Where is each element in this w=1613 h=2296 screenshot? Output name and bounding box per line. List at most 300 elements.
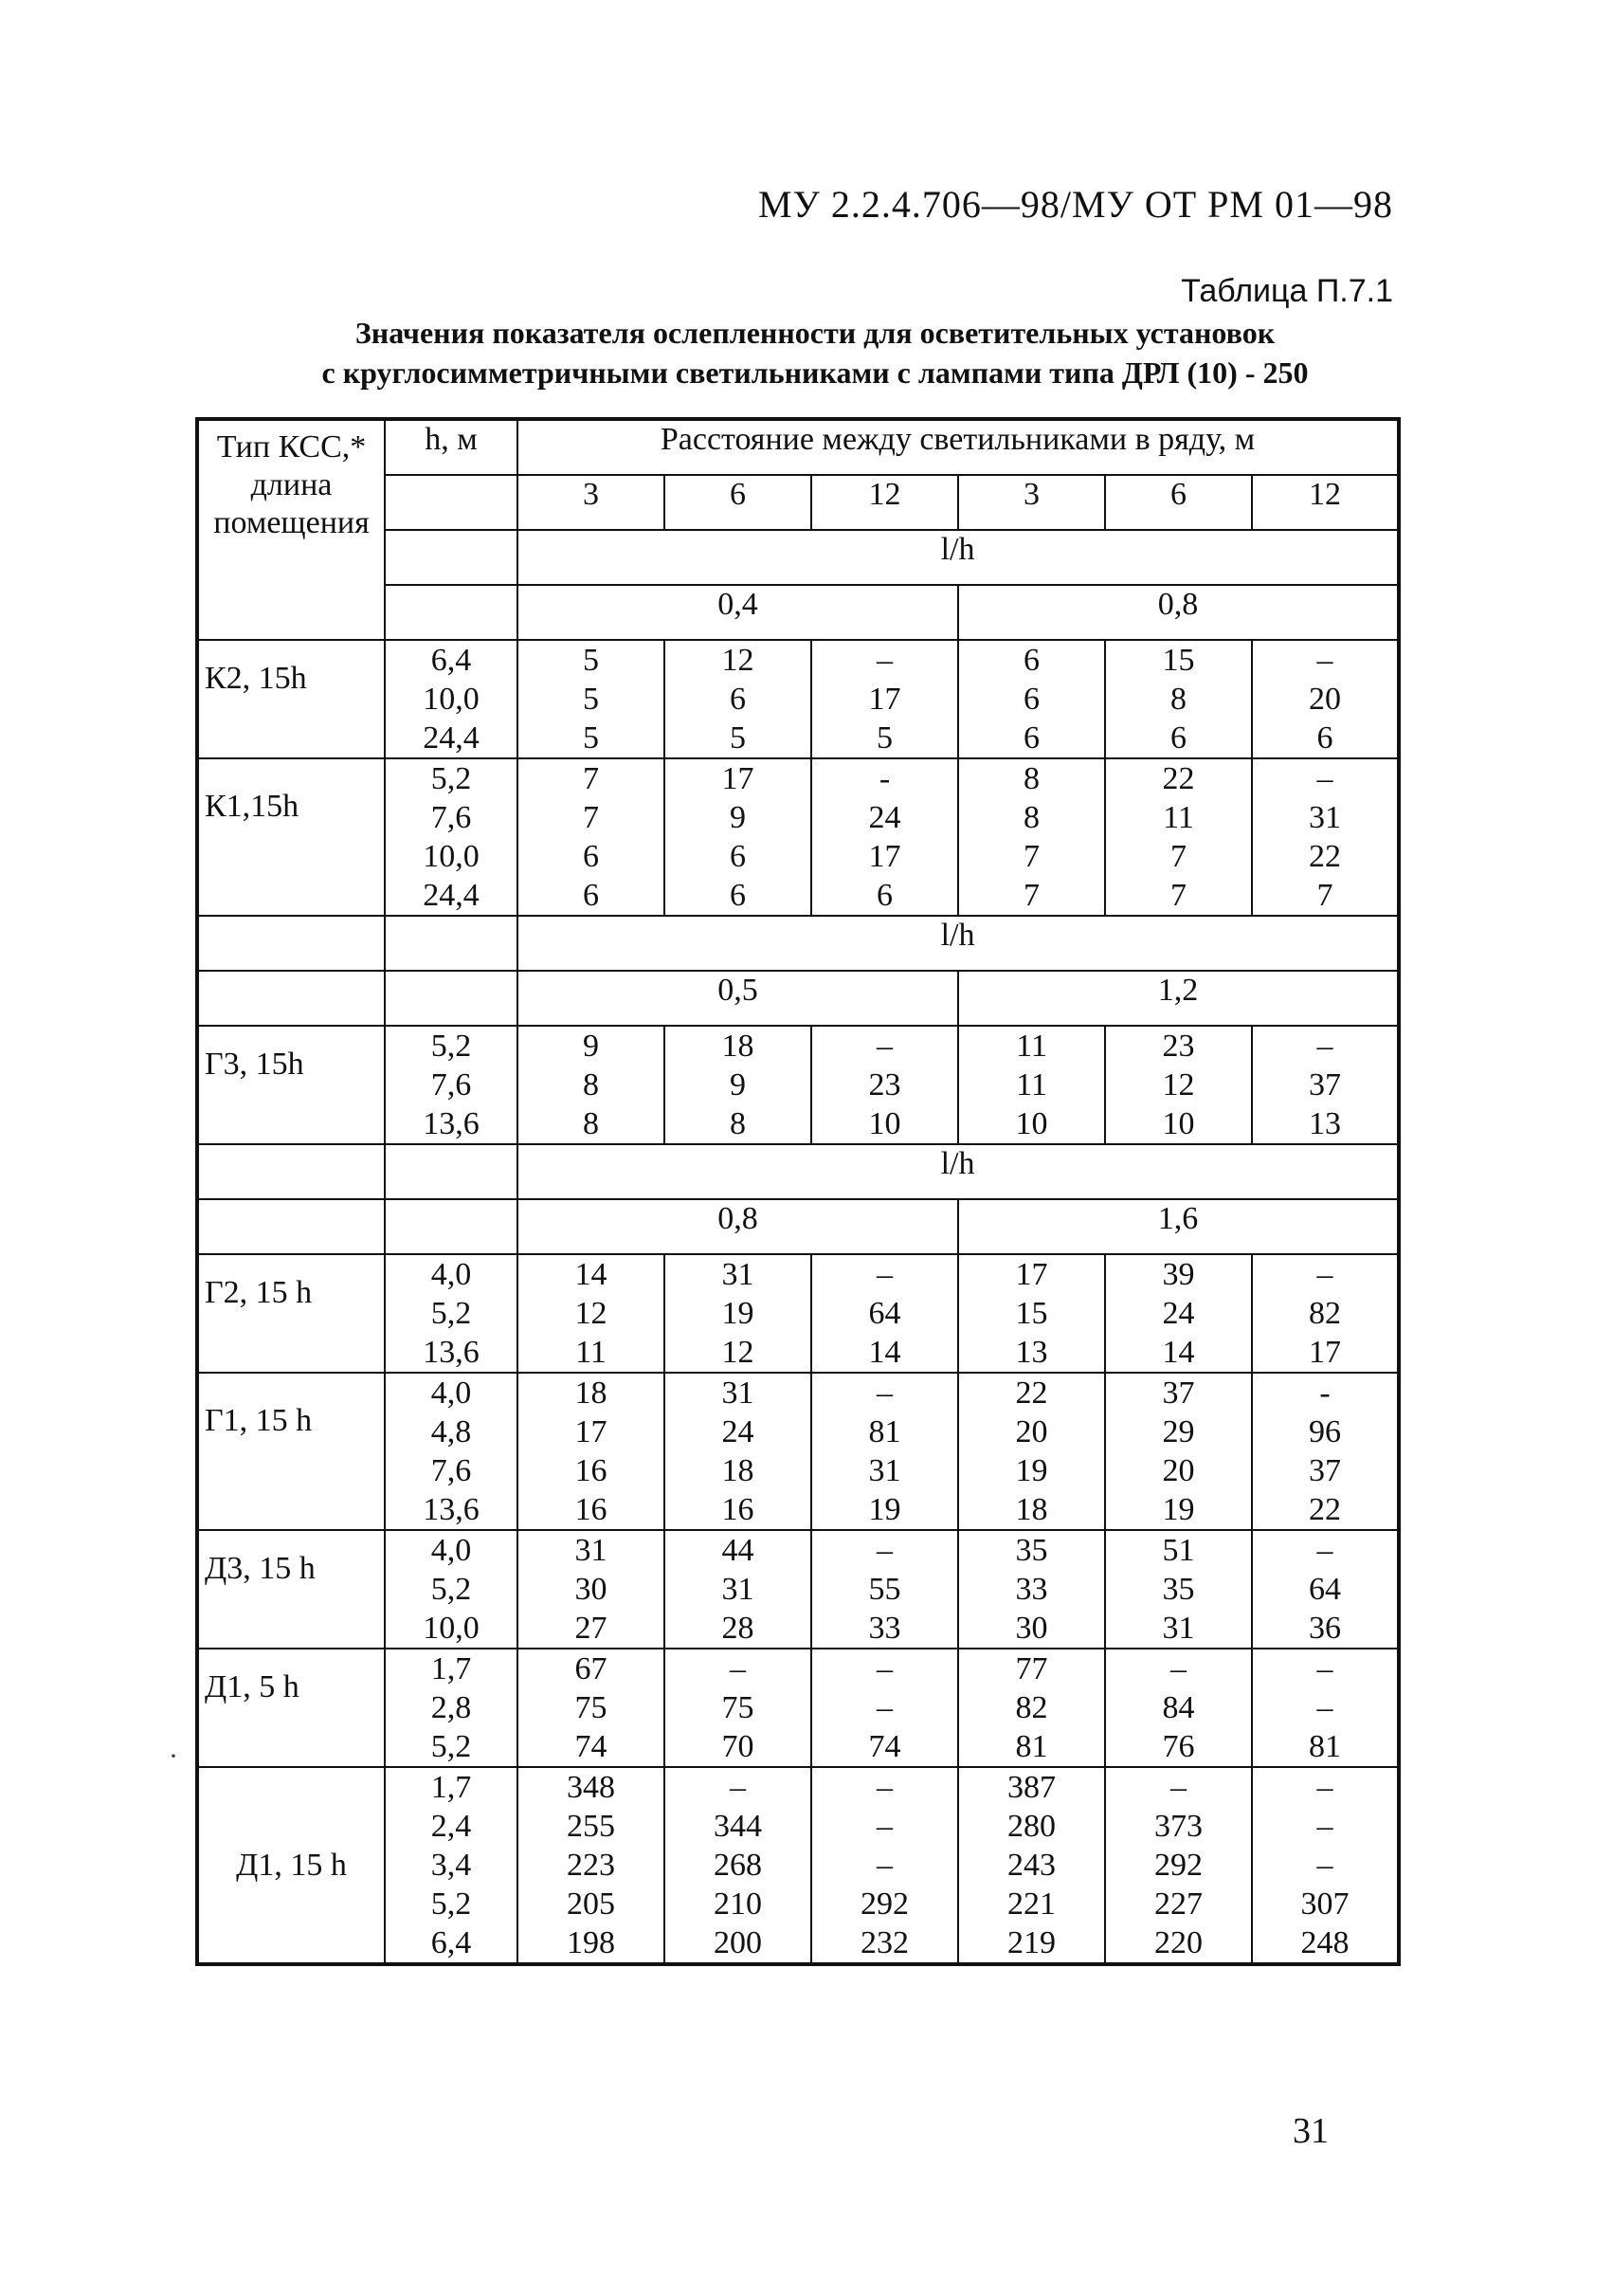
glare-value: – bbox=[877, 1809, 893, 1844]
empty-cell bbox=[385, 971, 517, 1026]
glare-value: 6 bbox=[1316, 720, 1333, 756]
glare-values-cell bbox=[664, 1530, 811, 1649]
data-block-row bbox=[197, 758, 1399, 916]
empty-cell bbox=[385, 1199, 517, 1254]
glare-value: – bbox=[877, 1770, 893, 1805]
glare-value: 8 bbox=[730, 1106, 746, 1141]
height-value: 2,4 bbox=[430, 1809, 472, 1844]
ratio-value-left: 0,5 bbox=[517, 971, 958, 1026]
glare-values-cell bbox=[517, 1373, 664, 1530]
height-value: 10,0 bbox=[423, 839, 480, 874]
height-value: 4,0 bbox=[430, 1257, 472, 1292]
glare-value: 19 bbox=[1162, 1492, 1195, 1527]
glare-value: 210 bbox=[714, 1886, 762, 1922]
glare-value: 82 bbox=[1015, 1690, 1048, 1725]
glare-values-cell bbox=[517, 1254, 664, 1373]
glare-value: 6 bbox=[1024, 643, 1040, 678]
height-value: 13,6 bbox=[423, 1106, 480, 1141]
glare-value: 17 bbox=[574, 1414, 607, 1449]
glare-value: 74 bbox=[868, 1729, 901, 1764]
glare-value: 84 bbox=[1162, 1690, 1195, 1725]
glare-values-cell bbox=[1252, 640, 1399, 758]
data-block-row bbox=[197, 1373, 1399, 1530]
glare-value: 219 bbox=[1007, 1925, 1056, 1960]
ksс-type-cell: К1,15h bbox=[197, 758, 385, 916]
glare-value: 18 bbox=[574, 1376, 607, 1411]
glare-value: 64 bbox=[868, 1296, 901, 1331]
document-code: МУ 2.2.4.706—98/МУ ОТ РМ 01—98 bbox=[757, 183, 1393, 226]
glare-value: – bbox=[730, 1770, 746, 1805]
glare-value: 17 bbox=[868, 839, 901, 874]
glare-value: 39 bbox=[1162, 1257, 1195, 1292]
empty-cell bbox=[385, 475, 517, 530]
glare-value: 31 bbox=[1309, 800, 1342, 835]
glare-value: – bbox=[877, 1029, 893, 1064]
glare-value: 67 bbox=[574, 1651, 607, 1686]
ratio-label-cell: l/h bbox=[517, 916, 1399, 971]
glare-value: 6 bbox=[1024, 720, 1040, 756]
glare-value: 6 bbox=[583, 878, 599, 913]
glare-values-cell bbox=[1252, 1373, 1399, 1530]
page-number: 31 bbox=[1293, 2111, 1329, 2151]
glare-value: 17 bbox=[868, 682, 901, 717]
glare-value: 280 bbox=[1007, 1809, 1056, 1844]
glare-value: 6 bbox=[730, 682, 746, 717]
ratio-values-row bbox=[197, 971, 1399, 1026]
ratio-value-left: 0,4 bbox=[517, 585, 958, 640]
glare-value: 14 bbox=[1162, 1335, 1195, 1370]
glare-value: 16 bbox=[574, 1492, 607, 1527]
glare-value: 11 bbox=[1016, 1029, 1047, 1064]
glare-value: – bbox=[877, 1533, 893, 1568]
glare-value: 31 bbox=[868, 1453, 901, 1488]
glare-value: 22 bbox=[1162, 761, 1195, 796]
height-value: 5,2 bbox=[430, 1886, 472, 1922]
glare-value: 36 bbox=[1309, 1611, 1342, 1646]
glare-value: 221 bbox=[1007, 1886, 1056, 1922]
glare-value: 6 bbox=[1024, 682, 1040, 717]
glare-value: 7 bbox=[1024, 878, 1040, 913]
glare-value: 12 bbox=[574, 1296, 607, 1331]
glare-value: 20 bbox=[1015, 1414, 1048, 1449]
ratio-value-right: 1,6 bbox=[958, 1199, 1399, 1254]
glare-value: 18 bbox=[721, 1453, 754, 1488]
glare-value: 30 bbox=[574, 1572, 607, 1607]
glare-value: 200 bbox=[714, 1925, 762, 1960]
glare-value: 76 bbox=[1162, 1729, 1195, 1764]
glare-value: – bbox=[1316, 1690, 1333, 1725]
glare-value: – bbox=[877, 1848, 893, 1883]
data-block-row bbox=[197, 1767, 1399, 1964]
glare-value: 10 bbox=[1015, 1106, 1048, 1141]
glare-value: 24 bbox=[721, 1414, 754, 1449]
glare-value: 348 bbox=[567, 1770, 615, 1805]
glare-value: 11 bbox=[575, 1335, 607, 1370]
glare-values-cell bbox=[811, 1026, 958, 1144]
height-value: 7,6 bbox=[430, 800, 472, 835]
glare-values-cell bbox=[1105, 640, 1252, 758]
glare-value: 7 bbox=[1024, 839, 1040, 874]
glare-value: – bbox=[1316, 1533, 1333, 1568]
glare-value: 37 bbox=[1309, 1067, 1342, 1102]
glare-value: – bbox=[1316, 1848, 1333, 1883]
glare-values-cell bbox=[958, 1373, 1105, 1530]
glare-value: 292 bbox=[861, 1886, 909, 1922]
glare-values-cell bbox=[811, 1767, 958, 1964]
distance-value: 3 bbox=[517, 475, 664, 530]
glare-value: 227 bbox=[1154, 1886, 1203, 1922]
empty-cell bbox=[385, 1144, 517, 1199]
glare-value: 82 bbox=[1309, 1296, 1342, 1331]
glare-value: 28 bbox=[721, 1611, 754, 1646]
glare-value: 16 bbox=[574, 1453, 607, 1488]
glare-value: 7 bbox=[583, 800, 599, 835]
height-values-cell bbox=[385, 1649, 517, 1767]
glare-value: 7 bbox=[583, 761, 599, 796]
empty-cell bbox=[385, 916, 517, 971]
ratio-value-right: 0,8 bbox=[958, 585, 1399, 640]
glare-values-cell bbox=[1252, 1649, 1399, 1767]
height-values-cell bbox=[385, 1026, 517, 1144]
glare-value: 12 bbox=[1162, 1067, 1195, 1102]
glare-value: 344 bbox=[714, 1809, 762, 1844]
glare-values-cell bbox=[958, 1026, 1105, 1144]
height-value: 6,4 bbox=[430, 643, 472, 678]
height-value: 4,0 bbox=[430, 1376, 472, 1411]
empty-cell bbox=[385, 585, 517, 640]
glare-value: 31 bbox=[721, 1257, 754, 1292]
glare-value: – bbox=[1170, 1651, 1187, 1686]
glare-value: 387 bbox=[1007, 1770, 1056, 1805]
empty-cell bbox=[197, 1144, 385, 1199]
glare-value: 8 bbox=[1024, 800, 1040, 835]
glare-value: 81 bbox=[1309, 1729, 1342, 1764]
glare-value: 77 bbox=[1015, 1651, 1048, 1686]
glare-value: 37 bbox=[1309, 1453, 1342, 1488]
glare-value: 31 bbox=[1162, 1611, 1195, 1646]
height-values-cell bbox=[385, 1767, 517, 1964]
data-block-row bbox=[197, 1649, 1399, 1767]
height-value: 1,7 bbox=[430, 1770, 472, 1805]
height-value: 6,4 bbox=[430, 1925, 472, 1960]
height-value: 5,2 bbox=[430, 761, 472, 796]
height-value: 24,4 bbox=[423, 878, 480, 913]
type-header-line-2: длина bbox=[250, 467, 333, 502]
glare-value: 292 bbox=[1154, 1848, 1203, 1883]
glare-values-cell bbox=[517, 1767, 664, 1964]
glare-value: 19 bbox=[868, 1492, 901, 1527]
glare-value: 6 bbox=[877, 878, 893, 913]
glare-value: 7 bbox=[1316, 878, 1333, 913]
table-caption-line-1: Значения показателя ослепленности для осветительных установок bbox=[354, 316, 1276, 350]
glare-value: 23 bbox=[868, 1067, 901, 1102]
glare-value: 22 bbox=[1309, 839, 1342, 874]
glare-value: – bbox=[877, 1257, 893, 1292]
glare-value: 18 bbox=[721, 1029, 754, 1064]
glare-value: 18 bbox=[1015, 1492, 1048, 1527]
glare-value: 19 bbox=[721, 1296, 754, 1331]
glare-values-cell bbox=[517, 1026, 664, 1144]
glare-value: 24 bbox=[1162, 1296, 1195, 1331]
glare-value: 9 bbox=[583, 1029, 599, 1064]
ksс-type-cell: К2, 15h bbox=[197, 640, 385, 758]
glare-values-cell bbox=[1252, 1026, 1399, 1144]
height-value: 7,6 bbox=[430, 1067, 472, 1102]
glare-value: 75 bbox=[721, 1690, 754, 1725]
glare-value: 15 bbox=[1015, 1296, 1048, 1331]
glare-values-cell bbox=[1105, 1254, 1252, 1373]
height-value: 4,8 bbox=[430, 1414, 472, 1449]
glare-value: 31 bbox=[721, 1376, 754, 1411]
glare-values-cell bbox=[958, 640, 1105, 758]
glare-values-cell bbox=[517, 640, 664, 758]
glare-value: 16 bbox=[721, 1492, 754, 1527]
glare-value: - bbox=[879, 761, 891, 796]
glare-values-cell bbox=[664, 1026, 811, 1144]
glare-values-cell bbox=[664, 640, 811, 758]
distance-value: 12 bbox=[1252, 475, 1399, 530]
glare-value: 15 bbox=[1162, 643, 1195, 678]
height-values-cell bbox=[385, 1373, 517, 1530]
glare-values-cell bbox=[1252, 1530, 1399, 1649]
glare-value: 9 bbox=[730, 1067, 746, 1102]
glare-values-cell bbox=[664, 1373, 811, 1530]
glare-value: 8 bbox=[1024, 761, 1040, 796]
glare-value: 220 bbox=[1154, 1925, 1203, 1960]
height-value: 10,0 bbox=[423, 1611, 480, 1646]
glare-value: 12 bbox=[721, 1335, 754, 1370]
glare-value: 198 bbox=[567, 1925, 615, 1960]
empty-cell bbox=[197, 1199, 385, 1254]
glare-value: – bbox=[1316, 761, 1333, 796]
height-value: 5,2 bbox=[430, 1296, 472, 1331]
ksс-type-cell: Д3, 15 h bbox=[197, 1530, 385, 1649]
height-values-cell bbox=[385, 758, 517, 916]
glare-value: 11 bbox=[1163, 800, 1194, 835]
distance-header-cell: Расстояние между светильниками в ряду, м bbox=[517, 419, 1399, 475]
glare-values-cell bbox=[811, 1373, 958, 1530]
glare-values-cell bbox=[1105, 1026, 1252, 1144]
glare-value: 205 bbox=[567, 1886, 615, 1922]
glare-index-table bbox=[195, 417, 1401, 1966]
glare-value: 8 bbox=[583, 1106, 599, 1141]
ratio-values-row bbox=[197, 1199, 1399, 1254]
glare-value: 5 bbox=[583, 682, 599, 717]
glare-value: 8 bbox=[1170, 682, 1187, 717]
ratio-value-left: 0,8 bbox=[517, 1199, 958, 1254]
glare-values-cell bbox=[664, 1767, 811, 1964]
glare-value: 27 bbox=[574, 1611, 607, 1646]
glare-value: 81 bbox=[868, 1414, 901, 1449]
glare-value: – bbox=[1170, 1770, 1187, 1805]
glare-values-cell bbox=[517, 758, 664, 916]
scan-speck: · bbox=[169, 1740, 178, 1772]
ksс-type-cell: Г1, 15 h bbox=[197, 1373, 385, 1530]
glare-value: 31 bbox=[574, 1533, 607, 1568]
glare-value: 23 bbox=[1162, 1029, 1195, 1064]
ksс-type-cell: Г2, 15 h bbox=[197, 1254, 385, 1373]
glare-value: 248 bbox=[1300, 1925, 1350, 1960]
height-value: 10,0 bbox=[423, 682, 480, 717]
glare-value: – bbox=[877, 1376, 893, 1411]
glare-value: 232 bbox=[861, 1925, 909, 1960]
table-number: Таблица П.7.1 bbox=[1181, 273, 1393, 309]
glare-values-cell bbox=[517, 1530, 664, 1649]
glare-value: 6 bbox=[583, 839, 599, 874]
data-block-row bbox=[197, 1026, 1399, 1144]
height-values-cell bbox=[385, 1530, 517, 1649]
glare-value: 30 bbox=[1015, 1611, 1048, 1646]
glare-value: 81 bbox=[1015, 1729, 1048, 1764]
data-block-row bbox=[197, 1530, 1399, 1649]
glare-value: 33 bbox=[1015, 1572, 1048, 1607]
glare-value: 96 bbox=[1309, 1414, 1342, 1449]
glare-values-cell bbox=[1105, 1530, 1252, 1649]
glare-value: 70 bbox=[721, 1729, 754, 1764]
glare-value: – bbox=[1316, 1651, 1333, 1686]
ratio-label-row bbox=[197, 916, 1399, 971]
glare-value: 20 bbox=[1162, 1453, 1195, 1488]
glare-value: 13 bbox=[1015, 1335, 1048, 1370]
glare-value: 7 bbox=[1170, 878, 1187, 913]
glare-values-cell bbox=[811, 640, 958, 758]
glare-value: 51 bbox=[1162, 1533, 1195, 1568]
table-body bbox=[197, 419, 1399, 1964]
type-header-cell bbox=[197, 419, 385, 640]
glare-value: 255 bbox=[567, 1809, 615, 1844]
glare-value: – bbox=[1316, 1809, 1333, 1844]
glare-value: 74 bbox=[574, 1729, 607, 1764]
glare-value: 17 bbox=[1309, 1335, 1342, 1370]
glare-value: 17 bbox=[721, 761, 754, 796]
glare-value: 44 bbox=[721, 1533, 754, 1568]
glare-value: – bbox=[730, 1651, 746, 1686]
glare-values-cell bbox=[811, 758, 958, 916]
glare-value: 6 bbox=[1170, 720, 1187, 756]
height-value: 2,8 bbox=[430, 1690, 472, 1725]
glare-value: – bbox=[1316, 1257, 1333, 1292]
height-value: 1,7 bbox=[430, 1651, 472, 1686]
glare-value: – bbox=[877, 643, 893, 678]
glare-value: 35 bbox=[1015, 1533, 1048, 1568]
glare-value: – bbox=[877, 1690, 893, 1725]
glare-values-cell bbox=[958, 1530, 1105, 1649]
glare-value: – bbox=[1316, 1770, 1333, 1805]
glare-value: 10 bbox=[868, 1106, 901, 1141]
height-value: 24,4 bbox=[423, 720, 480, 756]
distance-value: 3 bbox=[958, 475, 1105, 530]
glare-values-cell bbox=[664, 1254, 811, 1373]
glare-value: 55 bbox=[868, 1572, 901, 1607]
glare-value: 22 bbox=[1015, 1376, 1048, 1411]
height-value: 13,6 bbox=[423, 1335, 480, 1370]
glare-values-cell bbox=[1252, 1767, 1399, 1964]
glare-values-cell bbox=[1105, 1373, 1252, 1530]
ksс-type-cell: Г3, 15h bbox=[197, 1026, 385, 1144]
data-block-row bbox=[197, 640, 1399, 758]
glare-value: 243 bbox=[1007, 1848, 1056, 1883]
glare-value: 5 bbox=[877, 720, 893, 756]
glare-values-cell bbox=[811, 1649, 958, 1767]
glare-values-cell bbox=[1252, 1254, 1399, 1373]
height-value: 4,0 bbox=[430, 1533, 472, 1568]
glare-value: 14 bbox=[868, 1335, 901, 1370]
glare-value: 307 bbox=[1300, 1886, 1350, 1922]
distance-value: 6 bbox=[1105, 475, 1252, 530]
glare-value: 37 bbox=[1162, 1376, 1195, 1411]
glare-values-cell bbox=[958, 1254, 1105, 1373]
data-block-row bbox=[197, 1254, 1399, 1373]
glare-value: 33 bbox=[868, 1611, 901, 1646]
glare-value: 13 bbox=[1309, 1106, 1342, 1141]
distance-value: 6 bbox=[664, 475, 811, 530]
empty-cell bbox=[197, 916, 385, 971]
height-value: 5,2 bbox=[430, 1572, 472, 1607]
type-header-line-3: помещения bbox=[213, 505, 370, 540]
glare-values-cell bbox=[811, 1530, 958, 1649]
glare-value: 5 bbox=[583, 643, 599, 678]
glare-value: – bbox=[1316, 643, 1333, 678]
glare-value: 24 bbox=[868, 800, 901, 835]
height-value: 7,6 bbox=[430, 1453, 472, 1488]
glare-value: 5 bbox=[730, 720, 746, 756]
glare-value: 14 bbox=[574, 1257, 607, 1292]
glare-values-cell bbox=[664, 758, 811, 916]
glare-value: 10 bbox=[1162, 1106, 1195, 1141]
glare-value: 6 bbox=[730, 878, 746, 913]
distance-value: 12 bbox=[811, 475, 958, 530]
height-value: 13,6 bbox=[423, 1492, 480, 1527]
glare-value: 5 bbox=[583, 720, 599, 756]
glare-values-cell bbox=[1105, 1767, 1252, 1964]
glare-values-cell bbox=[958, 1649, 1105, 1767]
glare-value: – bbox=[877, 1651, 893, 1686]
glare-value: 22 bbox=[1309, 1492, 1342, 1527]
glare-value: 11 bbox=[1016, 1067, 1047, 1102]
empty-cell bbox=[385, 530, 517, 585]
glare-value: 29 bbox=[1162, 1414, 1195, 1449]
glare-value: 8 bbox=[583, 1067, 599, 1102]
height-value: 5,2 bbox=[430, 1729, 472, 1764]
glare-values-cell bbox=[958, 1767, 1105, 1964]
glare-values-cell bbox=[1105, 758, 1252, 916]
header-row-distance bbox=[197, 419, 1399, 475]
glare-value: 17 bbox=[1015, 1257, 1048, 1292]
glare-values-cell bbox=[958, 758, 1105, 916]
glare-value: 373 bbox=[1154, 1809, 1203, 1844]
glare-value: 12 bbox=[721, 643, 754, 678]
height-values-cell bbox=[385, 640, 517, 758]
ratio-label-row bbox=[197, 1144, 1399, 1199]
type-header-line-1: Тип КСС,* bbox=[216, 429, 367, 465]
empty-cell bbox=[197, 971, 385, 1026]
glare-value: 7 bbox=[1170, 839, 1187, 874]
glare-value: 35 bbox=[1162, 1572, 1195, 1607]
height-value: 3,4 bbox=[430, 1848, 472, 1883]
glare-value: 268 bbox=[714, 1848, 762, 1883]
glare-values-cell bbox=[1252, 758, 1399, 916]
glare-value: - bbox=[1319, 1376, 1331, 1411]
height-value: 5,2 bbox=[430, 1029, 472, 1064]
glare-value: 19 bbox=[1015, 1453, 1048, 1488]
table-caption-line-2: с круглосимметричными светильниками с лампами типа ДРЛ (10) - 250 bbox=[321, 355, 1309, 390]
glare-value: 20 bbox=[1309, 682, 1342, 717]
glare-values-cell bbox=[664, 1649, 811, 1767]
glare-values-cell bbox=[811, 1254, 958, 1373]
glare-values-cell bbox=[517, 1649, 664, 1767]
glare-value: 31 bbox=[721, 1572, 754, 1607]
height-values-cell bbox=[385, 1254, 517, 1373]
